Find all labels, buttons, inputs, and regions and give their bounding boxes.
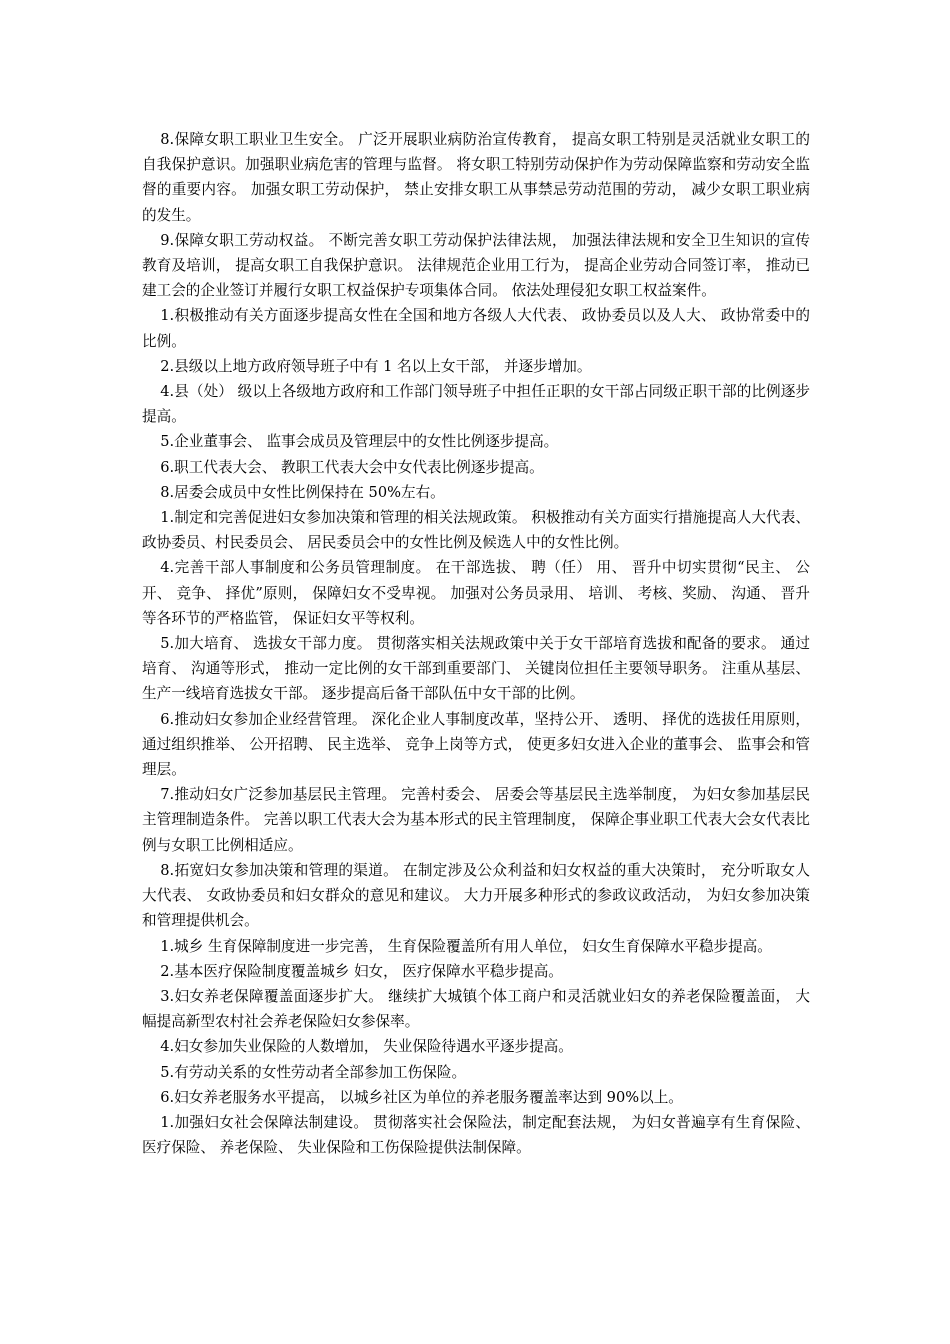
paragraph-elderly-services: 6.妇女养老服务水平提高， 以城乡社区为单位的养老服务覆盖率达到 90%以上。	[160, 1088, 683, 1106]
paragraph-county-leadership: 2.县级以上地方政府领导班子中有 1 名以上女干部， 并逐步增加。	[160, 357, 592, 375]
paragraph-unemployment-insurance: 4.妇女参加失业保险的人数增加， 失业保险待遇水平逐步提高。	[160, 1038, 573, 1056]
paragraph-pension-coverage: 3.妇女养老保障覆盖面逐步扩大。 继续扩大城镇个体工商户和灵活就业妇女的养老保险覆盖面， 大幅提高新型农村社会养老保险妇女参保率。	[142, 987, 810, 1031]
paragraph-resident-committee: 8.居委会成员中女性比例保持在 50%左右。	[160, 483, 445, 501]
paragraph-labor-rights: 9.保障女职工劳动权益。 不断完善女职工劳动保护法律法规， 加强法律法规和安全卫生知识的宣传教育及培训， 提高女职工自我保护意识。 法律规范企业用工行为， 提高企业劳动合同签订率， 推动已建工会的企业签订并履行女职工权益保护专项集体合同。 依法处理侵犯女职工权益案件。	[142, 231, 810, 300]
paragraph-decision-policies: 1.制定和完善促进妇女参加决策和管理的相关法规政策。 积极推动有关方面实行措施提高人大代表、 政协委员、村民委员会、 居民委员会中的女性比例及候选人中的女性比例。	[142, 509, 810, 552]
paragraph-department-heads: 4.县（处） 级以上各级地方政府和工作部门领导班子中担任正职的女干部占同级正职干部的比例逐步提高。	[142, 383, 810, 426]
paragraph-occupational-health: 8.保障女职工职业卫生安全。 广泛开展职业病防治宣传教育， 提高女职工特别是灵活就业女职工的自我保护意识。加强职业病危害的管理与监督。 将女职工特别劳动保护作为劳动保障监察和劳动安全监督的重要内容。 加强女职工劳动保护， 禁止安排女职工从事禁忌劳动范围的劳动， 减少女职工职业病的发生。	[142, 131, 810, 224]
paragraph-social-security-law: 1.加强妇女社会保障法制建设。 贯彻落实社会保险法，制定配套法规， 为妇女普遍享有生育保险、 医疗保险、 养老保险、 失业保险和工伤保险提供法制保障。	[142, 1113, 810, 1157]
document-page	[142, 127, 810, 1160]
paragraph-congress-ratio: 1.积极推动有关方面逐步提高女性在全国和地方各级人大代表、 政协委员以及人大、 政协常委中的比例。	[142, 307, 810, 350]
paragraph-injury-insurance: 5.有劳动关系的女性劳动者全部参加工伤保险。	[160, 1063, 467, 1081]
paragraph-cadre-training: 5.加大培育、 选拔女干部力度。 贯彻落实相关法规政策中关于女干部培育选拔和配备的要求。 通过培育、 沟通等形式， 推动一定比例的女干部到重要部门、 关键岗位担任主要领导职务。 注重从基层、 生产一线培育选拔女干部。 逐步提高后备干部队伍中女干部的比例。	[142, 635, 810, 703]
paragraph-grassroots-democracy: 7.推动妇女广泛参加基层民主管理。 完善村委会、 居委会等基层民主选举制度， 为妇女参加基层民主管理制造条件。 完善以职工代表大会为基本形式的民主管理制度， 保障企事业职工代表大会女代表比例与女职工比例相适应。	[142, 786, 810, 854]
paragraph-worker-congress: 6.职工代表大会、 教职工代表大会中女代表比例逐步提高。	[160, 458, 544, 476]
paragraph-decision-channels: 8.拓宽妇女参加决策和管理的渠道。 在制定涉及公众利益和妇女权益的重大决策时， 充分听取女人大代表、 女政协委员和妇女群众的意见和建议。 大力开展多种形式的参政议政活动， 为妇女参加决策和管理提供机会。	[142, 861, 810, 930]
paragraph-maternity-insurance: 1.城乡 生育保障制度进一步完善， 生育保险覆盖所有用人单位， 妇女生育保障水平稳步提高。	[160, 937, 772, 955]
paragraph-board-ratio: 5.企业董事会、 监事会成员及管理层中的女性比例逐步提高。	[160, 433, 559, 451]
paragraph-enterprise-management: 6.推动妇女参加企业经营管理。 深化企业人事制度改革，坚持公开、 透明、 择优的选拔任用原则， 通过组织推举、 公开招聘、 民主选举、 竞争上岗等方式， 使更多妇女进入企业的董事会、 监事会和管理层。	[142, 710, 810, 779]
paragraph-civil-service: 4.完善干部人事制度和公务员管理制度。 在干部选拔、 聘（任） 用、 晋升中切实贯彻“民主、 公开、 竞争、 择优”原则， 保障妇女不受卑视。 加强对公务员录用、 培训、 考核、奖励、 沟通、 晋升等各环节的严格监管， 保证妇女平等权利。	[142, 559, 810, 627]
paragraph-medical-insurance: 2.基本医疗保险制度覆盖城乡 妇女， 医疗保障水平稳步提高。	[160, 962, 563, 980]
